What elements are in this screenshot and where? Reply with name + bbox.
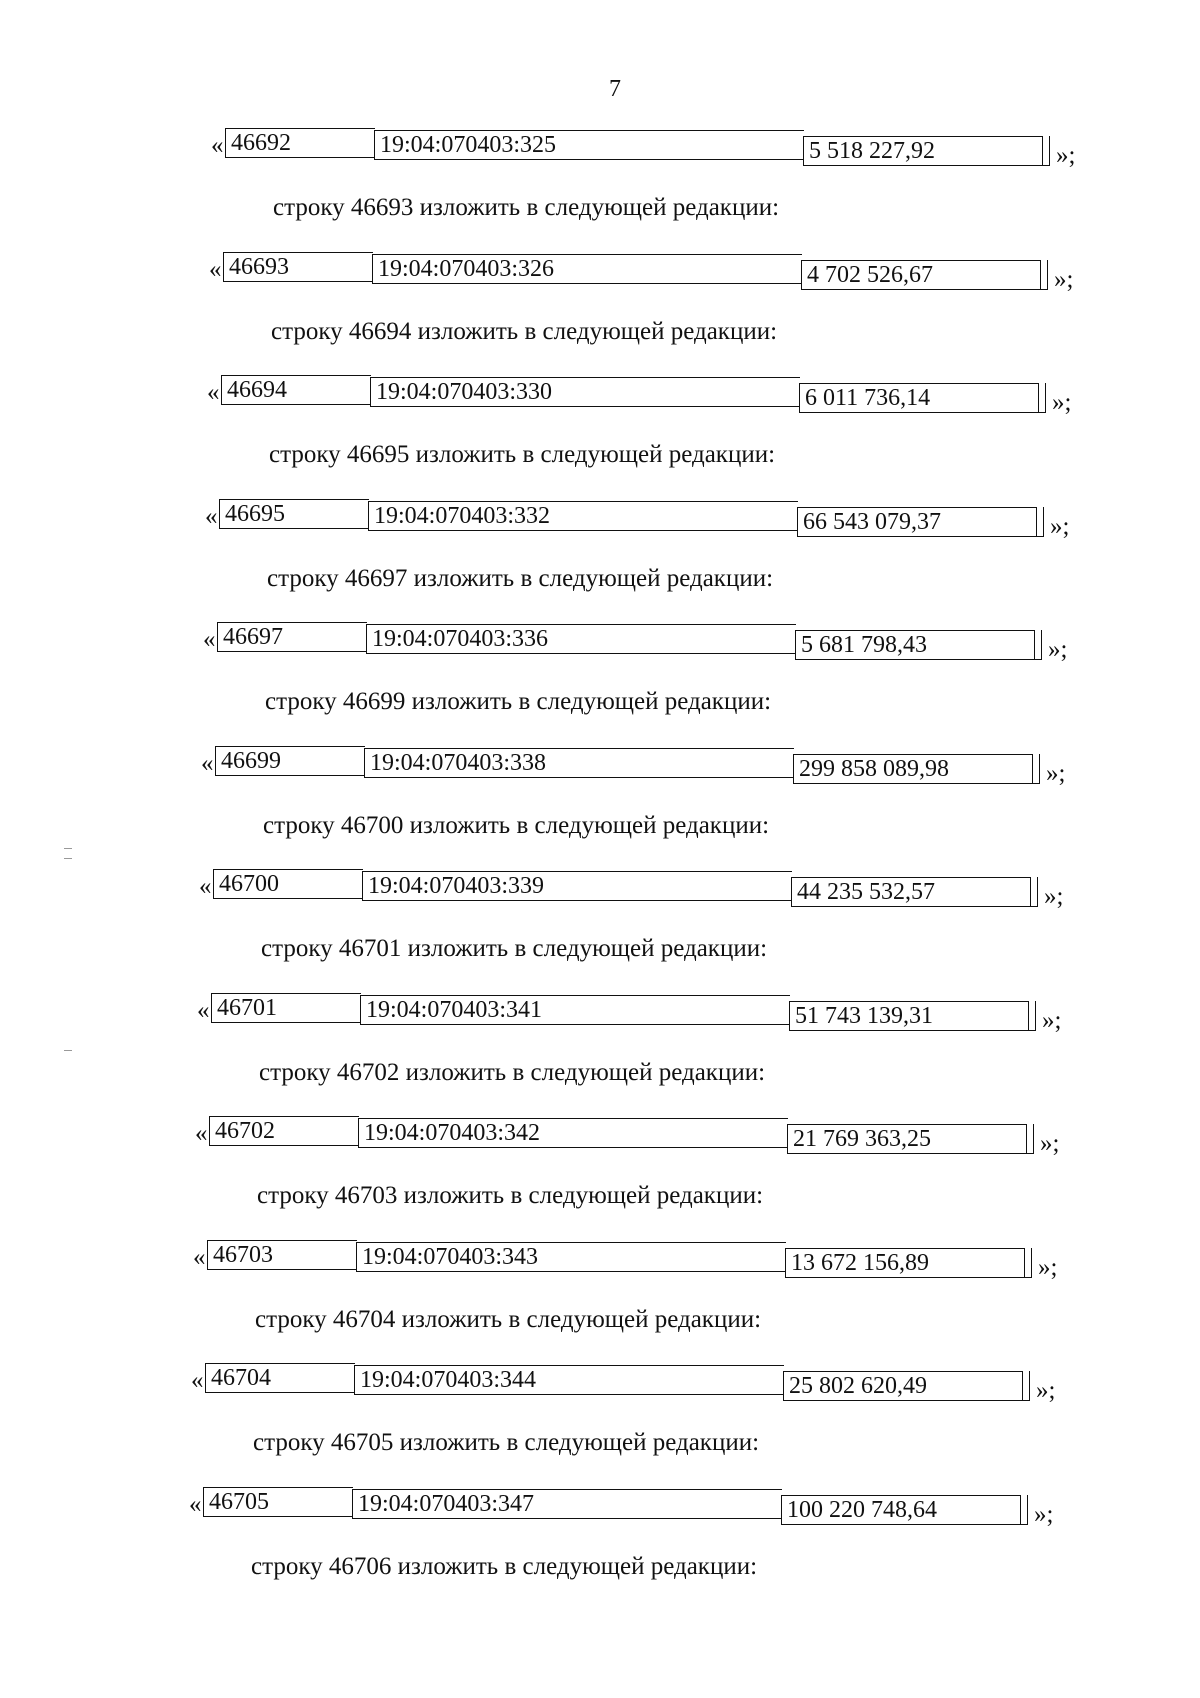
opening-quote: « (207, 379, 220, 406)
table-cell-edge (1034, 630, 1042, 660)
cadastral-value-cell: 299 858 089,98 (793, 754, 1033, 784)
closing-quote: »; (1044, 883, 1064, 910)
table-row (193, 1240, 1153, 1284)
cadastral-number-cell: 19:04:070403:344 (354, 1365, 784, 1395)
table-cell-edge (1022, 1371, 1030, 1401)
table-row (207, 375, 1167, 419)
table-cell-edge (1042, 136, 1050, 166)
table-row (189, 1487, 1149, 1531)
row-number-cell: 46697 (217, 622, 367, 652)
table-row (191, 1363, 1151, 1407)
cadastral-value-cell: 44 235 532,57 (791, 877, 1031, 907)
opening-quote: « (197, 996, 210, 1024)
row-number-cell: 46701 (211, 993, 361, 1023)
edit-instruction: строку 46699 изложить в следующей редакции: (265, 688, 772, 715)
table-cell-edge (1020, 1495, 1028, 1525)
row-number-cell: 46692 (225, 128, 375, 158)
cadastral-number-cell: 19:04:070403:343 (356, 1242, 786, 1272)
row-number-cell: 46694 (221, 375, 371, 405)
edit-instruction: строку 46700 изложить в следующей редакции: (263, 811, 770, 839)
cadastral-number-cell: 19:04:070403:347 (352, 1489, 782, 1519)
edit-instruction: строку 46706 изложить в следующей редакции: (251, 1552, 758, 1580)
table-row (203, 622, 1163, 666)
cadastral-number-cell: 19:04:070403:341 (360, 995, 790, 1025)
cadastral-number-cell: 19:04:070403:342 (358, 1118, 788, 1148)
opening-quote: « (201, 749, 214, 777)
opening-quote: « (203, 626, 216, 653)
cadastral-value-cell: 5 518 227,92 (803, 136, 1043, 166)
table-row (205, 499, 1165, 543)
opening-quote: « (199, 873, 212, 900)
row-number-cell: 46704 (205, 1363, 355, 1393)
opening-quote: « (189, 1490, 202, 1518)
edit-instruction: строку 46705 изложить в следующей редакции: (253, 1429, 760, 1456)
closing-quote: »; (1048, 636, 1068, 663)
table-cell-edge (1026, 1124, 1034, 1154)
edit-instruction: строку 46694 изложить в следующей редакции: (271, 317, 778, 345)
table-row (197, 993, 1157, 1037)
opening-quote: « (195, 1120, 208, 1147)
edit-instruction: строку 46693 изложить в следующей редакции: (273, 194, 780, 221)
edit-instruction: строку 46702 изложить в следующей редакции: (259, 1058, 766, 1086)
cadastral-value-cell: 21 769 363,25 (787, 1124, 1027, 1154)
closing-quote: »; (1034, 1500, 1054, 1528)
closing-quote: »; (1056, 142, 1076, 169)
row-number-cell: 46695 (219, 499, 369, 529)
cadastral-number-cell: 19:04:070403:339 (362, 871, 792, 901)
cadastral-value-cell: 13 672 156,89 (785, 1248, 1025, 1278)
closing-quote: »; (1046, 759, 1066, 787)
cadastral-number-cell: 19:04:070403:332 (368, 501, 798, 531)
opening-quote: « (211, 132, 224, 159)
cadastral-value-cell: 5 681 798,43 (795, 630, 1035, 660)
cadastral-value-cell: 51 743 139,31 (789, 1001, 1029, 1031)
opening-quote: « (191, 1367, 204, 1394)
opening-quote: « (193, 1243, 206, 1271)
table-cell-edge (1040, 260, 1048, 290)
closing-quote: »; (1036, 1377, 1056, 1404)
row-number-cell: 46693 (223, 252, 373, 282)
cadastral-number-cell: 19:04:070403:336 (366, 624, 796, 654)
table-cell-edge (1030, 877, 1038, 907)
cadastral-number-cell: 19:04:070403:338 (364, 748, 794, 778)
edit-instruction: строку 46704 изложить в следующей редакции: (255, 1305, 762, 1333)
row-number-cell: 46702 (209, 1116, 359, 1146)
row-number-cell: 46703 (207, 1240, 357, 1270)
edit-instruction: строку 46697 изложить в следующей редакции: (267, 564, 774, 592)
edit-instruction: строку 46703 изложить в следующей редакции: (257, 1182, 764, 1209)
table-cell-edge (1036, 507, 1044, 537)
table-cell-edge (1038, 383, 1046, 413)
edit-instruction: строку 46695 изложить в следующей редакции: (269, 441, 776, 468)
closing-quote: »; (1038, 1253, 1058, 1281)
table-row (195, 1116, 1155, 1160)
table-row (199, 869, 1159, 913)
table-row (209, 252, 1169, 296)
row-number-cell: 46700 (213, 869, 363, 899)
closing-quote: »; (1042, 1006, 1062, 1034)
cadastral-value-cell: 25 802 620,49 (783, 1371, 1023, 1401)
page-number: 7 (609, 76, 621, 102)
cadastral-value-cell: 4 702 526,67 (801, 260, 1041, 290)
table-cell-edge (1032, 754, 1040, 784)
closing-quote: »; (1054, 265, 1074, 293)
cadastral-value-cell: 6 011 736,14 (799, 383, 1039, 413)
edit-instruction: строку 46701 изложить в следующей редакции: (261, 935, 768, 962)
cadastral-number-cell: 19:04:070403:326 (372, 254, 802, 284)
closing-quote: »; (1052, 389, 1072, 416)
closing-quote: »; (1050, 512, 1070, 540)
table-cell-edge (1024, 1248, 1032, 1278)
cadastral-value-cell: 100 220 748,64 (781, 1495, 1021, 1525)
cadastral-number-cell: 19:04:070403:325 (374, 130, 804, 160)
table-cell-edge (1028, 1001, 1036, 1031)
opening-quote: « (209, 255, 222, 283)
row-number-cell: 46699 (215, 746, 365, 776)
closing-quote: »; (1040, 1130, 1060, 1157)
table-row (201, 746, 1161, 790)
row-number-cell: 46705 (203, 1487, 353, 1517)
cadastral-number-cell: 19:04:070403:330 (370, 377, 800, 407)
opening-quote: « (205, 502, 218, 530)
table-row (211, 128, 1171, 172)
cadastral-value-cell: 66 543 079,37 (797, 507, 1037, 537)
